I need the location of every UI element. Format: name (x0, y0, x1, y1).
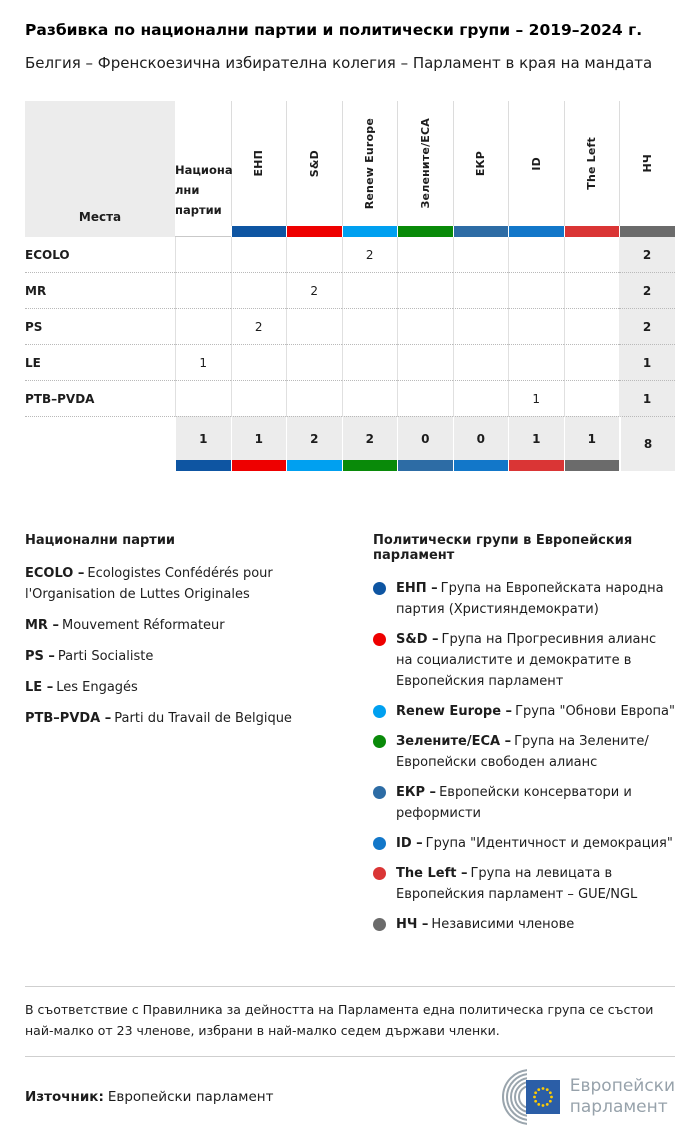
legend-item: ECOLO – Ecologistes Confédérés pour l'Organisation de Luttes Originales (25, 566, 273, 602)
legend-item: ЕНП – Група на Европейската народна партия (Християндемократи) (373, 578, 675, 620)
value-cell (453, 344, 509, 380)
value-cell (231, 344, 287, 380)
seats-cell: 2 (619, 308, 675, 344)
group-color-bar (620, 226, 675, 237)
seats-cell: 1 (619, 380, 675, 416)
value-cell (564, 380, 620, 416)
value-cell (231, 237, 287, 272)
group-total-cell: 1 (231, 416, 287, 471)
group-color-bar (454, 460, 509, 471)
row-party-label: ECOLO (25, 247, 70, 262)
group-column-label: Renew Europe (363, 117, 377, 210)
legend-heading: Политически групи в Европейския парламент (373, 533, 633, 563)
value-cell (564, 344, 620, 380)
group-column-header (619, 101, 675, 226)
group-column-label: ЕНП (252, 150, 266, 177)
value-cell (397, 237, 453, 272)
legend-item: ЕКР – Европейски консерватори и реформисти (373, 782, 675, 824)
seats-total-cell: 8 (619, 416, 675, 471)
footnote (25, 986, 675, 1057)
legend-item: PTB–PVDA – Parti du Travail de Belgique (25, 711, 292, 726)
group-total-cell: 2 (342, 416, 398, 471)
legends-section (25, 533, 675, 944)
ep-logo (486, 1069, 675, 1125)
ep-logo-text: Европейски парламент (569, 1076, 675, 1117)
group-color-dot (373, 837, 386, 850)
page-title: Разбивка по национални партии и политически групи – 2019–2024 г. (25, 21, 643, 39)
row-party-label: PS (25, 308, 175, 344)
value-cell: 1 (508, 380, 564, 416)
group-column-label: НЧ (641, 154, 654, 173)
legend-political-groups (373, 533, 675, 944)
value-cell (508, 237, 564, 272)
group-total-cell: 0 (397, 416, 453, 471)
results-table (25, 101, 675, 471)
legend-national-parties (25, 533, 373, 944)
group-color-bar (176, 460, 231, 471)
group-color-dot (373, 735, 386, 748)
group-column-header (508, 101, 564, 226)
value-cell (231, 272, 287, 308)
value-cell (564, 272, 620, 308)
value-cell (231, 380, 287, 416)
group-color-bar (398, 226, 453, 237)
value-cell (564, 237, 620, 272)
group-color-bar (509, 226, 564, 237)
value-cell (508, 308, 564, 344)
value-cell (453, 272, 509, 308)
national-parties-header-label: Национални партии (175, 163, 233, 217)
source-line (25, 1089, 273, 1105)
value-cell (286, 308, 342, 344)
legend-item: MR – Mouvement Réformateur (25, 618, 225, 633)
group-column-header (342, 101, 398, 226)
group-column-label: ЕКР (474, 150, 488, 177)
legend-item: LE – Les Engagés (25, 680, 138, 695)
value-cell (397, 344, 453, 380)
source-value: Европейски парламент (107, 1089, 274, 1105)
value-cell (342, 308, 398, 344)
value-cell: 1 (175, 344, 231, 380)
source-label: Източник: (25, 1089, 104, 1105)
value-cell (453, 380, 509, 416)
group-color-dot (373, 786, 386, 799)
group-color-bar (509, 460, 564, 471)
value-cell (342, 344, 398, 380)
legend-heading: Национални партии (25, 533, 176, 548)
row-party-label: PTB–PVDA (25, 380, 175, 416)
group-color-dot (373, 918, 386, 931)
row-party-label: MR (25, 272, 175, 308)
value-cell (453, 308, 509, 344)
value-cell: 2 (342, 237, 398, 272)
seats-column-header: Места (25, 101, 175, 237)
group-color-bar (454, 226, 509, 237)
value-cell (175, 237, 231, 272)
value-cell (453, 237, 509, 272)
group-column-label: Зелените/ЕСА (418, 118, 432, 209)
value-cell (342, 380, 398, 416)
group-color-bar (287, 226, 342, 237)
legend-item: Зелените/ЕСА – Група на Зелените/Европейски свободен алианс (373, 731, 675, 773)
legend-item: ID – Група "Идентичност и демокрация" (373, 833, 675, 854)
value-cell (508, 344, 564, 380)
legend-item: НЧ – Независими членове (373, 914, 675, 935)
group-color-bar (565, 460, 620, 471)
value-cell (397, 308, 453, 344)
value-cell (175, 308, 231, 344)
group-column-label: The Left (585, 137, 599, 190)
group-total-cell: 1 (508, 416, 564, 471)
header-bottom-rule (175, 226, 231, 237)
group-color-bar (398, 460, 453, 471)
group-color-bar (287, 460, 342, 471)
group-color-dot (373, 867, 386, 880)
value-cell (564, 308, 620, 344)
group-total-cell: 1 (175, 416, 231, 471)
value-cell (342, 272, 398, 308)
seats-cell: 1 (619, 344, 675, 380)
legend-item: PS – Parti Socialiste (25, 649, 154, 664)
hemicycle-icon (486, 1069, 560, 1125)
group-column-header (564, 101, 620, 226)
footer (25, 1069, 675, 1125)
legend-item: S&D – Група на Прогресивния алианс на социалистите и демократите в Европейския парламент (373, 629, 675, 692)
value-cell (286, 380, 342, 416)
group-color-bar (343, 460, 398, 471)
group-color-dot (373, 582, 386, 595)
value-cell (286, 237, 342, 272)
group-total-cell: 2 (286, 416, 342, 471)
group-total-cell: 1 (564, 416, 620, 471)
value-cell (286, 344, 342, 380)
value-cell: 2 (231, 308, 287, 344)
group-color-bar (343, 226, 398, 237)
group-column-label: S&D (307, 149, 321, 178)
seats-cell: 2 (619, 272, 675, 308)
value-cell (175, 380, 231, 416)
legend-item: The Left – Група на левицата в Европейския парламент – GUE/NGL (373, 863, 675, 905)
value-cell (508, 272, 564, 308)
national-parties-header-cell (175, 101, 231, 226)
group-color-bar (232, 460, 287, 471)
group-color-dot (373, 633, 386, 646)
group-color-dot (373, 705, 386, 718)
value-cell (397, 380, 453, 416)
page-subtitle: Белгия – Френскоезична избирателна колегия – Парламент в края на мандата (25, 54, 653, 72)
value-cell (397, 272, 453, 308)
footnote-text: В съответствие с Правилника за дейността на Парламента една политическа група се състои най-малко от 23 членове, избрани в най-малко седем държави членки. (25, 1002, 654, 1038)
seats-cell: 2 (619, 237, 675, 272)
legend-item: Renew Europe – Група "Обнови Европа" (373, 701, 675, 722)
group-total-cell: 0 (453, 416, 509, 471)
group-column-header (453, 101, 509, 226)
group-column-label: ID (529, 156, 543, 171)
group-column-header (397, 101, 453, 226)
value-cell: 2 (286, 272, 342, 308)
row-party-label: LE (25, 344, 175, 380)
group-color-bar (232, 226, 287, 237)
value-cell (175, 272, 231, 308)
group-column-header (286, 101, 342, 226)
group-color-bar (565, 226, 620, 237)
